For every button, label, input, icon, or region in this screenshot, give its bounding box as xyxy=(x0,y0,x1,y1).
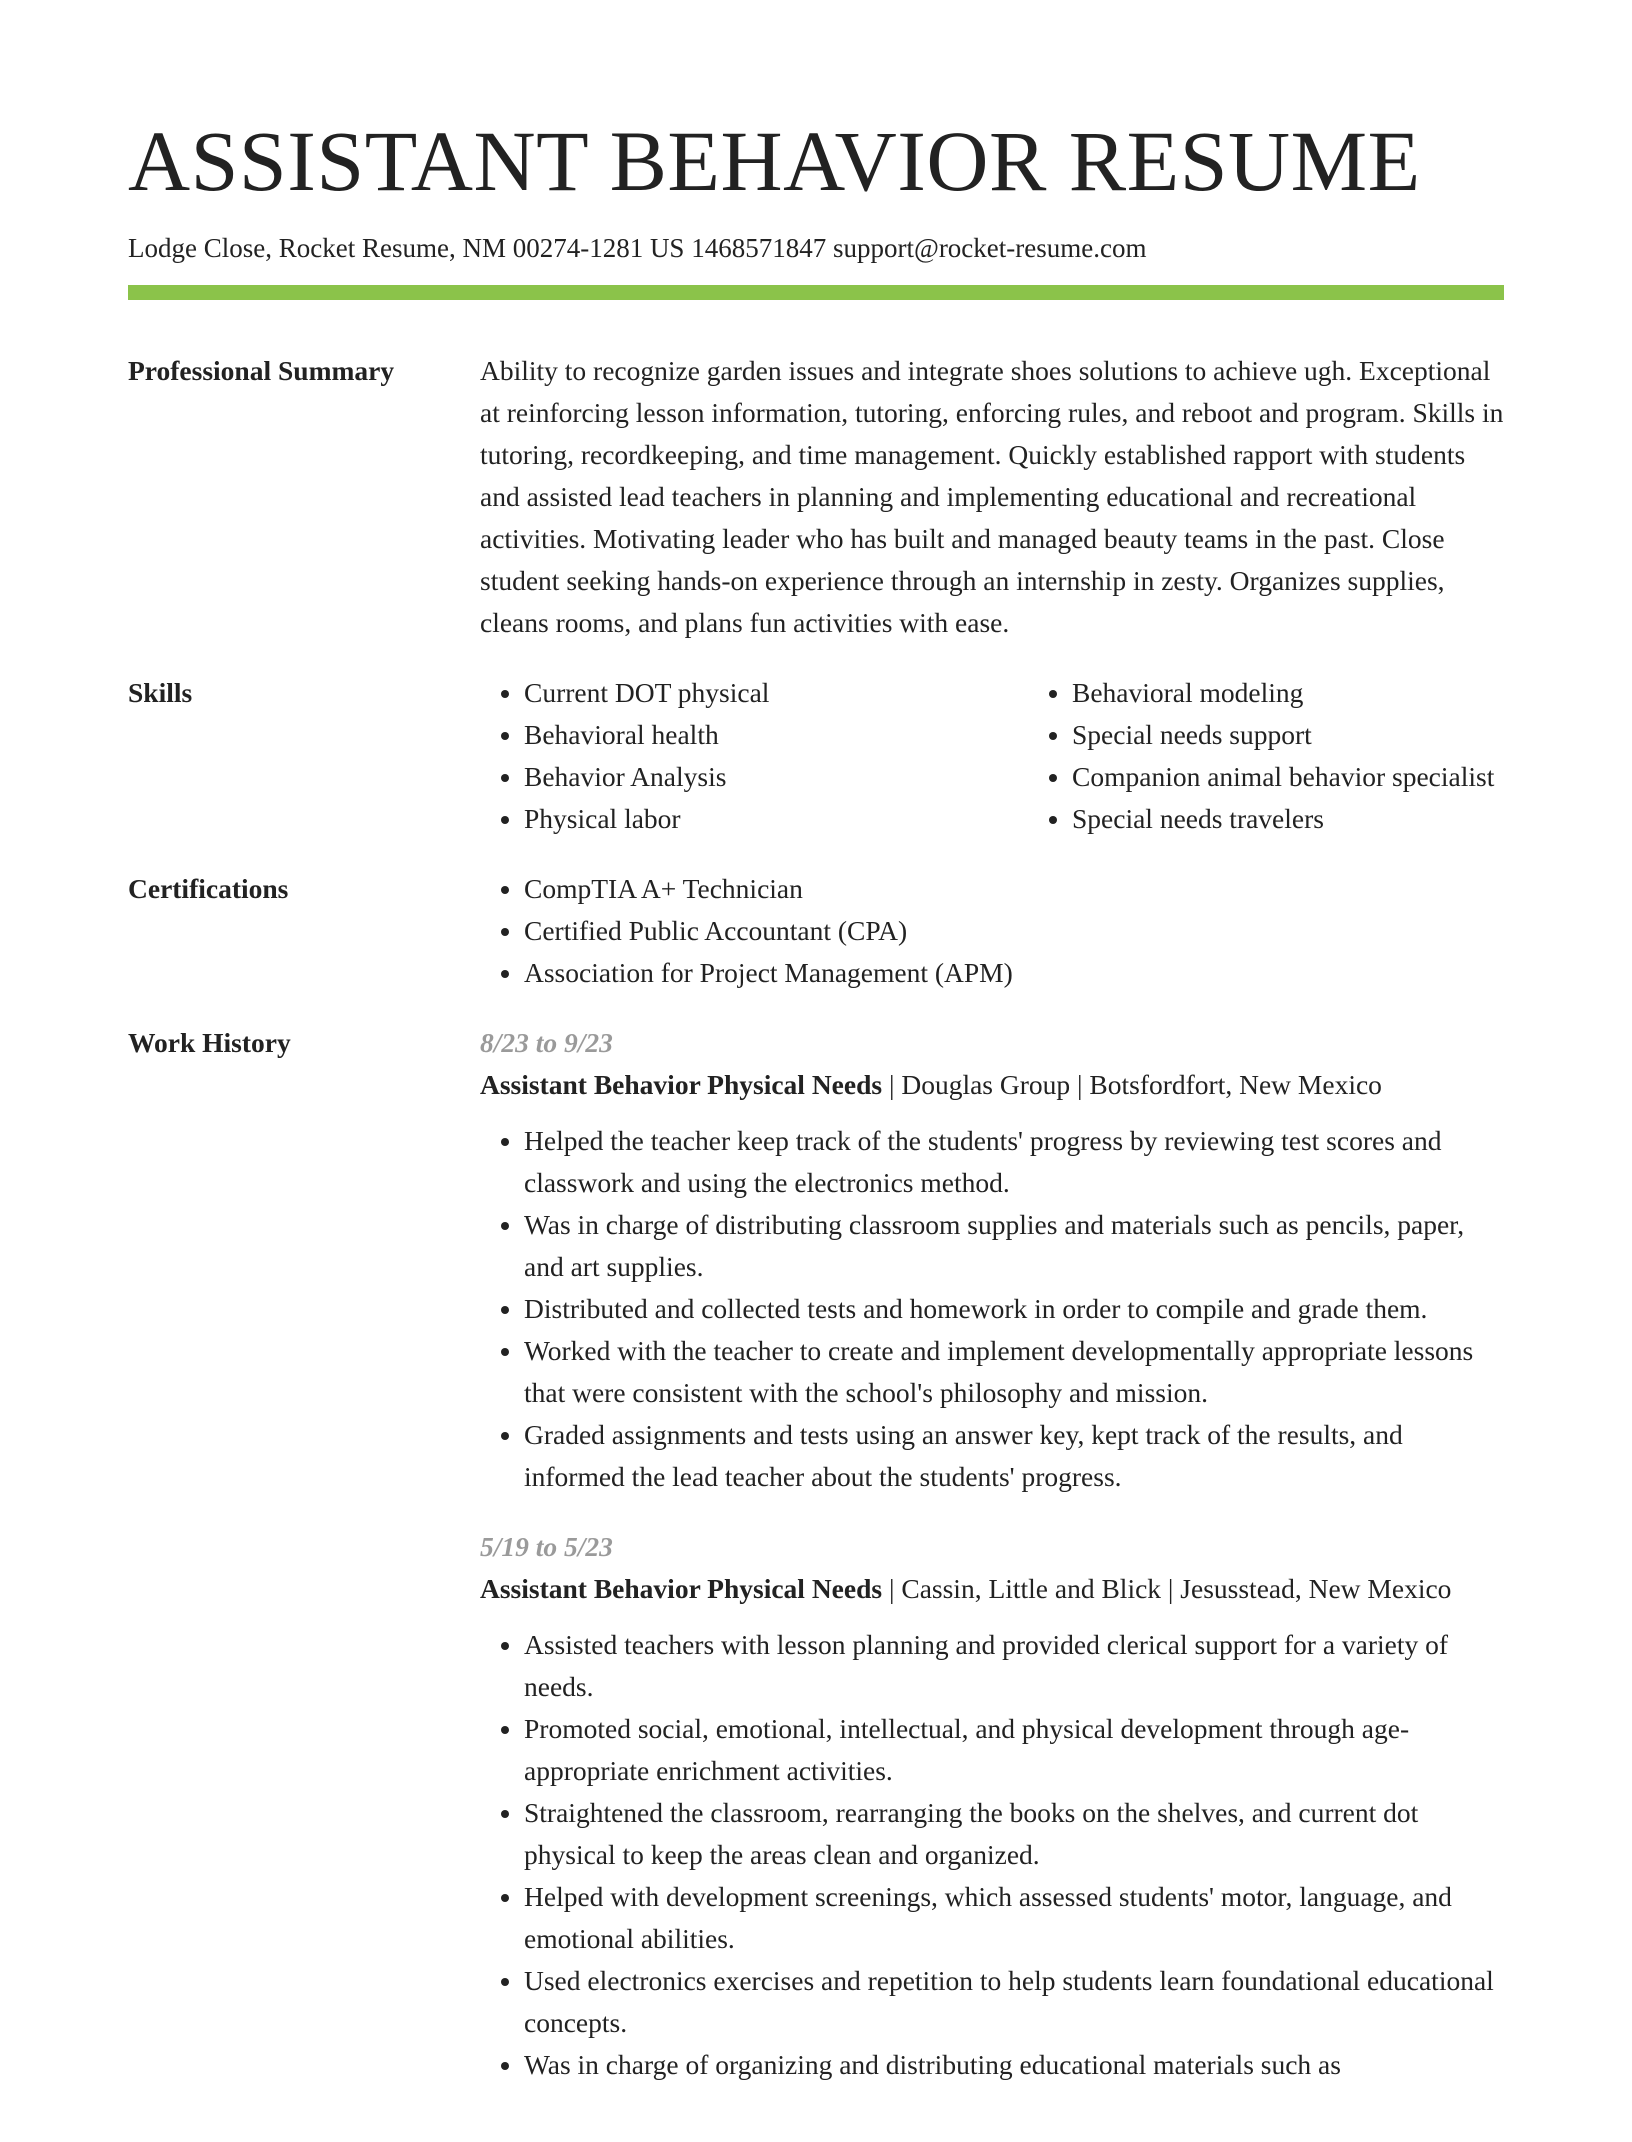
section-label: Certifications xyxy=(128,873,289,904)
job-bullet: • Was in charge of distributing classroom supplies and materials such as pencils, paper, and art supplies. xyxy=(524,1204,1504,1288)
job-title: Assistant Behavior Physical Needs xyxy=(480,1573,883,1604)
certification-item: • CompTIA A+ Technician xyxy=(524,868,1504,910)
job-entry xyxy=(480,1022,1504,1498)
job-bullet: • Was in charge of organizing and distributing educational materials such as xyxy=(524,2044,1504,2086)
certifications-list xyxy=(480,868,1504,994)
job-title: Assistant Behavior Physical Needs xyxy=(480,1069,883,1100)
section-body xyxy=(480,868,1504,994)
job-bullet: • Assisted teachers with lesson planning and provided clerical support for a variety of needs. xyxy=(524,1624,1504,1708)
summary-text: Ability to recognize garden issues and integrate shoes solutions to achieve ugh. Exceptional at reinforcing lesson information, tutoring, enforcing rules, and reboot and program. Skills in tutoring, recordkeeping, and time management. Quickly established rapport with students and assisted lead teachers in planning and implementing educational and recreational activities. Motivating leader who has built and managed beauty teams in the past. Close student seeking hands-on experience through an internship in zesty. Organizes supplies, cleans rooms, and plans fun activities with ease. xyxy=(480,355,1504,638)
section-professional-summary xyxy=(128,350,1504,644)
skill-item: • Special needs support xyxy=(1072,714,1494,756)
skills-grid xyxy=(480,672,1504,840)
section-certifications xyxy=(128,868,1504,994)
skill-item: • Behavioral modeling xyxy=(1072,672,1494,714)
job-bullet: • Helped the teacher keep track of the students' progress by reviewing test scores and classwork and using the electronics method. xyxy=(524,1120,1504,1204)
resume-title: ASSISTANT BEHAVIOR RESUME xyxy=(128,113,1421,209)
job-bullet: • Helped with development screenings, which assessed students' motor, language, and emotional abilities. xyxy=(524,1876,1504,1960)
certification-item: • Certified Public Accountant (CPA) xyxy=(524,910,1504,952)
job-bullet: • Used electronics exercises and repetition to help students learn foundational educational concepts. xyxy=(524,1960,1504,2044)
contact-line: Lodge Close, Rocket Resume, NM 00274-1281 US 1468571847 support@rocket-resume.com xyxy=(128,233,1147,263)
skill-item: • Behavioral health xyxy=(524,714,1028,756)
section-skills xyxy=(128,672,1504,840)
section-label: Professional Summary xyxy=(128,355,395,386)
job-details: | Cassin, Little and Blick | Jesusstead, New Mexico xyxy=(882,1573,1452,1604)
section-body xyxy=(480,350,1504,644)
job-heading xyxy=(480,1064,1504,1106)
skill-item: • Behavior Analysis xyxy=(524,756,1028,798)
job-bullet: • Promoted social, emotional, intellectual, and physical development through age-appropriate enrichment activities. xyxy=(524,1708,1504,1792)
section-label: Skills xyxy=(128,677,193,708)
job-bullet: • Straightened the classroom, rearranging the books on the shelves, and current dot physical to keep the areas clean and organized. xyxy=(524,1792,1504,1876)
job-bullets xyxy=(480,1624,1504,2086)
resume-sections xyxy=(128,350,1504,2142)
job-heading xyxy=(480,1568,1504,1610)
certification-item: • Association for Project Management (APM) xyxy=(524,952,1504,994)
section-body xyxy=(480,1022,1504,2114)
job-dates: 8/23 to 9/23 xyxy=(480,1027,613,1058)
accent-divider xyxy=(128,285,1504,300)
skill-item: • Special needs travelers xyxy=(1072,798,1494,840)
job-details: | Douglas Group | Botsfordfort, New Mexico xyxy=(882,1069,1382,1100)
section-label: Work History xyxy=(128,1027,291,1058)
job-bullet: • Distributed and collected tests and homework in order to compile and grade them. xyxy=(524,1288,1504,1330)
skills-column-1 xyxy=(480,672,1028,840)
skill-item: • Companion animal behavior specialist xyxy=(1072,756,1494,798)
job-bullets xyxy=(480,1120,1504,1498)
skill-item: • Current DOT physical xyxy=(524,672,1028,714)
job-bullet: • Graded assignments and tests using an answer key, kept track of the results, and informed the lead teacher about the students' progress. xyxy=(524,1414,1504,1498)
skill-item: • Physical labor xyxy=(524,798,1028,840)
skills-column-2 xyxy=(1028,672,1494,840)
job-bullet: • Worked with the teacher to create and implement developmentally appropriate lessons that were consistent with the school's philosophy and mission. xyxy=(524,1330,1504,1414)
job-dates: 5/19 to 5/23 xyxy=(480,1531,613,1562)
job-entry xyxy=(480,1526,1504,2086)
section-work-history xyxy=(128,1022,1504,2114)
